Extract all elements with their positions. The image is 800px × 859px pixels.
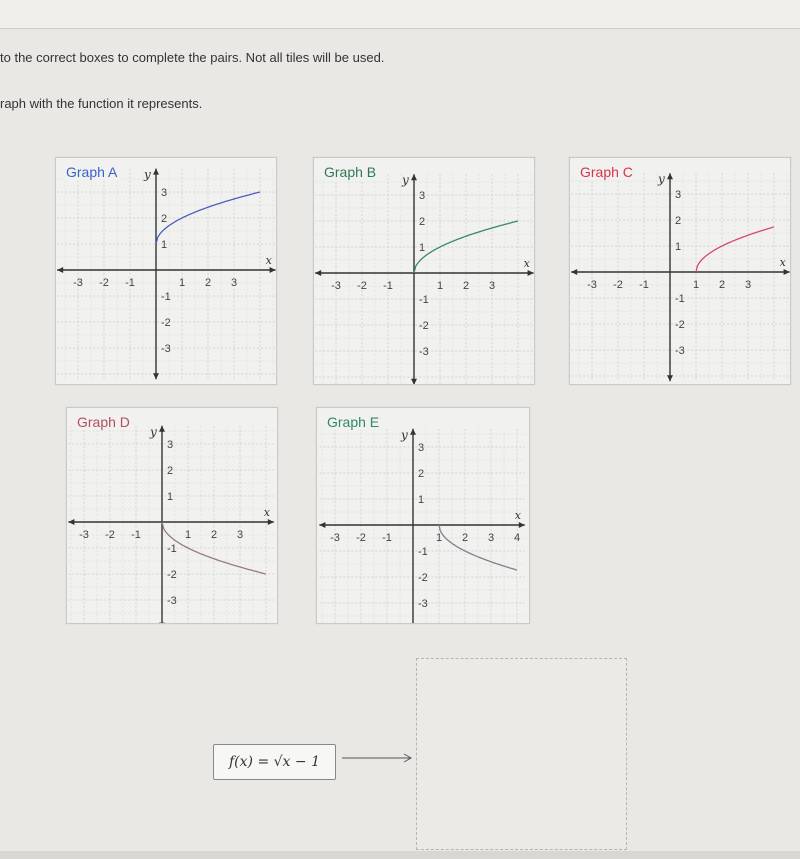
y-tick-label: 2	[167, 465, 174, 477]
y-axis-arrow-up-icon	[153, 169, 159, 175]
graph-plot	[317, 408, 529, 623]
graph-label: Graph C	[580, 164, 633, 180]
y-tick-label: 2	[419, 216, 426, 228]
x-tick-label: 4	[513, 532, 521, 544]
y-axis-label: y	[150, 424, 157, 439]
y-tick-label: -3	[675, 345, 685, 357]
y-axis-label: y	[144, 167, 151, 182]
bottom-edge	[0, 851, 800, 859]
graph-plot	[570, 158, 790, 384]
x-axis-label: x	[265, 254, 272, 267]
x-tick-label: 1	[184, 529, 192, 541]
graph-plot	[56, 158, 276, 384]
y-tick-label: -1	[167, 543, 177, 555]
x-axis-arrow-left-icon	[68, 519, 74, 525]
x-tick-label: -2	[613, 279, 623, 291]
function-curve	[439, 525, 517, 570]
x-tick-label: 1	[692, 279, 700, 291]
y-tick-label: 3	[419, 190, 426, 202]
x-axis-arrow-left-icon	[315, 270, 321, 276]
y-tick-label: 2	[418, 468, 425, 480]
graph-tile-e[interactable]	[316, 407, 530, 624]
graph-tile-b[interactable]	[313, 157, 535, 385]
graph-tile-c[interactable]	[569, 157, 791, 385]
y-axis-label: y	[402, 173, 409, 188]
y-tick-label: 3	[167, 439, 174, 451]
y-tick-label: -1	[419, 294, 429, 306]
x-tick-label: 2	[462, 280, 470, 292]
x-tick-label: 2	[210, 529, 218, 541]
y-tick-label: -3	[167, 595, 177, 607]
instruction-subtext: raph with the function it represents.	[0, 96, 203, 111]
function-tile[interactable]: f(x) = √x − 1	[213, 744, 336, 780]
x-tick-label: -3	[79, 529, 89, 541]
top-bar	[0, 0, 800, 29]
graph-plot	[314, 158, 534, 384]
x-tick-label: -1	[131, 529, 141, 541]
y-axis-arrow-up-icon	[411, 174, 417, 180]
x-tick-label: -3	[331, 280, 341, 292]
y-axis-arrow-down-icon	[667, 375, 673, 381]
x-tick-label: -3	[330, 532, 340, 544]
y-axis-label: y	[401, 427, 408, 442]
y-tick-label: -2	[675, 319, 685, 331]
y-tick-label: 3	[161, 187, 168, 199]
y-axis-arrow-down-icon	[411, 379, 417, 384]
x-tick-label: 3	[744, 279, 752, 291]
y-tick-label: -2	[418, 572, 428, 584]
x-axis-arrow-right-icon	[519, 522, 525, 528]
y-tick-label: -2	[419, 320, 429, 332]
x-axis-label: x	[263, 506, 271, 519]
graph-label: Graph B	[324, 164, 377, 180]
pair-arrow-icon	[340, 752, 416, 764]
x-axis-label: x	[523, 257, 530, 270]
graph-tile-d[interactable]	[66, 407, 278, 624]
y-tick-label: 1	[161, 239, 168, 251]
y-tick-label: -1	[418, 546, 428, 558]
x-axis-arrow-left-icon	[319, 522, 325, 528]
x-tick-label: -1	[382, 532, 392, 544]
y-tick-label: -3	[418, 598, 428, 610]
x-tick-label: -1	[639, 279, 649, 291]
x-tick-label: 3	[488, 280, 496, 292]
x-tick-label: 1	[178, 277, 186, 289]
x-axis-label: x	[514, 509, 522, 522]
y-tick-label: 3	[675, 189, 682, 201]
y-tick-label: 1	[675, 241, 682, 253]
y-tick-label: 1	[419, 242, 426, 254]
x-tick-label: 1	[435, 532, 443, 544]
x-axis-arrow-right-icon	[268, 519, 274, 525]
y-tick-label: -1	[675, 293, 685, 305]
x-tick-label: 1	[436, 280, 444, 292]
x-tick-label: -3	[587, 279, 597, 291]
x-axis-label: x	[779, 256, 786, 269]
y-axis-arrow-up-icon	[410, 429, 416, 435]
x-axis-arrow-left-icon	[57, 267, 63, 273]
x-tick-label: -2	[99, 277, 109, 289]
graph-label: Graph D	[77, 414, 130, 430]
x-tick-label: 3	[230, 277, 238, 289]
y-tick-label: 1	[167, 491, 174, 503]
y-tick-label: -2	[167, 569, 177, 581]
y-axis-arrow-up-icon	[667, 173, 673, 179]
y-tick-label: -3	[161, 343, 171, 355]
y-axis-label: y	[658, 172, 665, 187]
y-tick-label: -3	[419, 346, 429, 358]
x-tick-label: 3	[487, 532, 495, 544]
graph-label: Graph A	[66, 164, 118, 180]
instruction-text: to the correct boxes to complete the pairs. Not all tiles will be used.	[0, 50, 385, 65]
answer-drop-box[interactable]	[416, 658, 627, 850]
y-tick-label: 3	[418, 442, 425, 454]
graph-plot	[67, 408, 277, 623]
x-tick-label: -1	[383, 280, 393, 292]
x-axis-arrow-left-icon	[571, 269, 577, 275]
x-tick-label: -3	[73, 277, 83, 289]
y-tick-label: 1	[418, 494, 425, 506]
x-tick-label: 2	[461, 532, 469, 544]
y-tick-label: 2	[161, 213, 168, 225]
x-tick-label: -2	[356, 532, 366, 544]
y-tick-label: -1	[161, 291, 171, 303]
x-axis-arrow-right-icon	[270, 267, 276, 273]
y-tick-label: -2	[161, 317, 171, 329]
x-tick-label: -2	[357, 280, 367, 292]
y-axis-arrow-up-icon	[159, 426, 165, 432]
y-tick-label: 2	[675, 215, 682, 227]
x-tick-label: 3	[236, 529, 244, 541]
x-tick-label: -1	[125, 277, 135, 289]
x-tick-label: -2	[105, 529, 115, 541]
graph-tile-a[interactable]	[55, 157, 277, 385]
x-tick-label: 2	[718, 279, 726, 291]
graph-label: Graph E	[327, 414, 380, 430]
x-tick-label: 2	[204, 277, 212, 289]
y-axis-arrow-down-icon	[153, 373, 159, 379]
